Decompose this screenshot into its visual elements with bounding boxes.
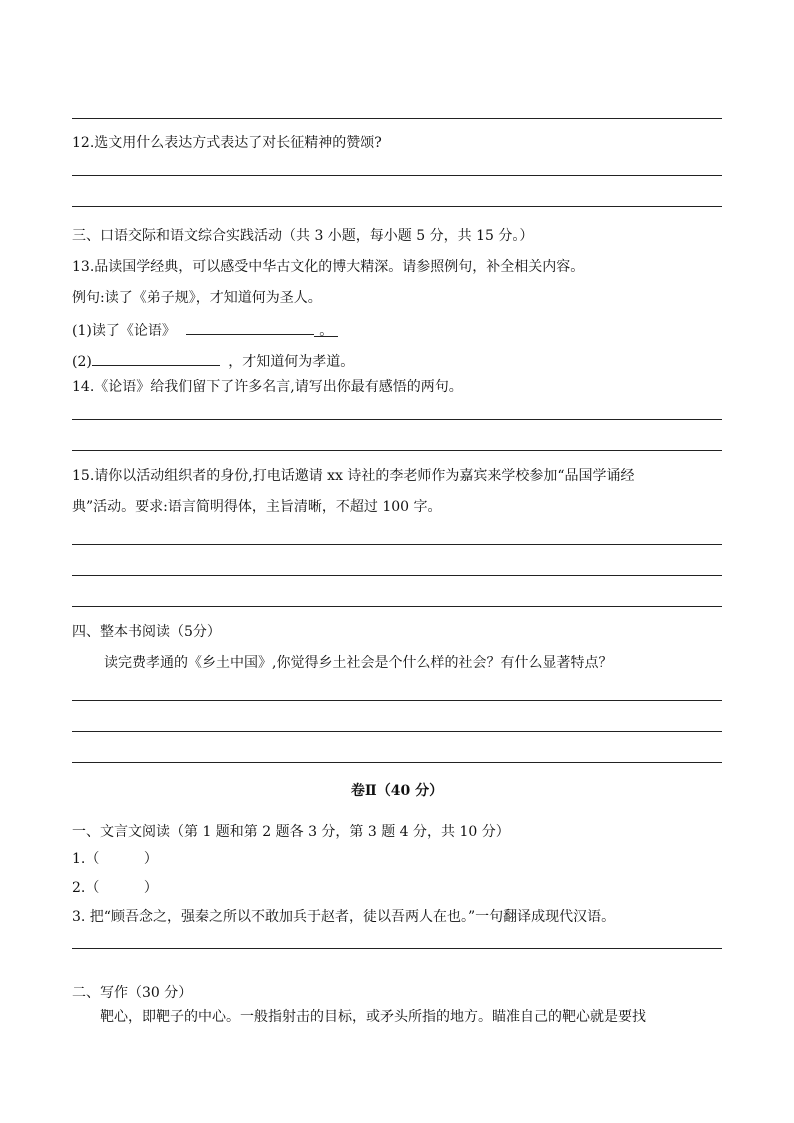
question-13-example: 例句:读了《弟子规》，才知道何为圣人。 — [72, 290, 322, 306]
answer-line[interactable] — [72, 544, 722, 545]
answer-line[interactable] — [72, 762, 722, 763]
classical-question-1: 1.（ ） — [72, 851, 158, 867]
question-15-line-1: 15.请你以活动组织者的身份,打电话邀请 xx 诗社的李老师作为嘉宾来学校参加“品国学诵经 — [72, 468, 635, 484]
question-15-line-2: 典”活动。要求:语言简明得体，主旨清晰，不超过 100 字。 — [72, 499, 442, 515]
item-1-suffix: 。 — [314, 322, 338, 337]
section-3-title: 三、口语交际和语文综合实践活动（共 3 小题，每小题 5 分，共 15 分。） — [72, 228, 534, 244]
answer-line[interactable] — [72, 606, 722, 607]
question-13-stem: 13.品读国学经典，可以感受中华古文化的博大精深。请参照例句，补全相关内容。 — [72, 259, 585, 275]
classical-section-title: 一、文言文阅读（第 1 题和第 2 题各 3 分，第 3 题 4 分，共 10 分） — [72, 824, 510, 840]
answer-line[interactable] — [72, 206, 722, 207]
classical-question-2: 2.（ ） — [72, 880, 158, 896]
item-1-blank[interactable] — [186, 320, 314, 335]
section-4-prompt: 读完费孝通的《乡土中国》,你觉得乡土社会是个什么样的社会？有什么显著特点？ — [104, 655, 613, 671]
answer-line[interactable] — [72, 731, 722, 732]
answer-line[interactable] — [72, 700, 722, 701]
paper-2-title: 卷Ⅱ（40 分） — [350, 783, 444, 799]
item-2-blank[interactable] — [92, 351, 220, 366]
answer-line[interactable] — [72, 419, 722, 420]
item-1-prefix: (1)读了《论语》 — [72, 323, 176, 339]
section-4-title: 四、整本书阅读（5分） — [72, 624, 221, 640]
answer-line[interactable] — [72, 948, 722, 949]
question-13-item-2 — [72, 351, 354, 371]
question-12: 12.选文用什么表达方式表达了对长征精神的赞颂? — [72, 135, 382, 151]
item-2-suffix: ，才知道何为孝道。 — [228, 354, 355, 370]
writing-section-title: 二、写作（30 分） — [72, 985, 193, 1001]
answer-line[interactable] — [72, 175, 722, 176]
classical-question-3: 3. 把“顾吾念之，强秦之所以不敢加兵于赵者，徒以吾两人在也。”一句翻译成现代汉语。 — [72, 909, 616, 925]
answer-line[interactable] — [72, 450, 722, 451]
question-14: 14.《论语》给我们留下了许多名言,请写出你最有感悟的两句。 — [72, 379, 463, 395]
item-2-prefix: (2) — [72, 354, 92, 370]
writing-prompt: 靶心，即靶子的中心。一般指射击的目标，或矛头所指的地方。瞄准自己的靶心就是要找 — [100, 1009, 646, 1025]
question-13-item-1 — [72, 320, 338, 340]
answer-line[interactable] — [72, 118, 722, 119]
answer-line[interactable] — [72, 575, 722, 576]
